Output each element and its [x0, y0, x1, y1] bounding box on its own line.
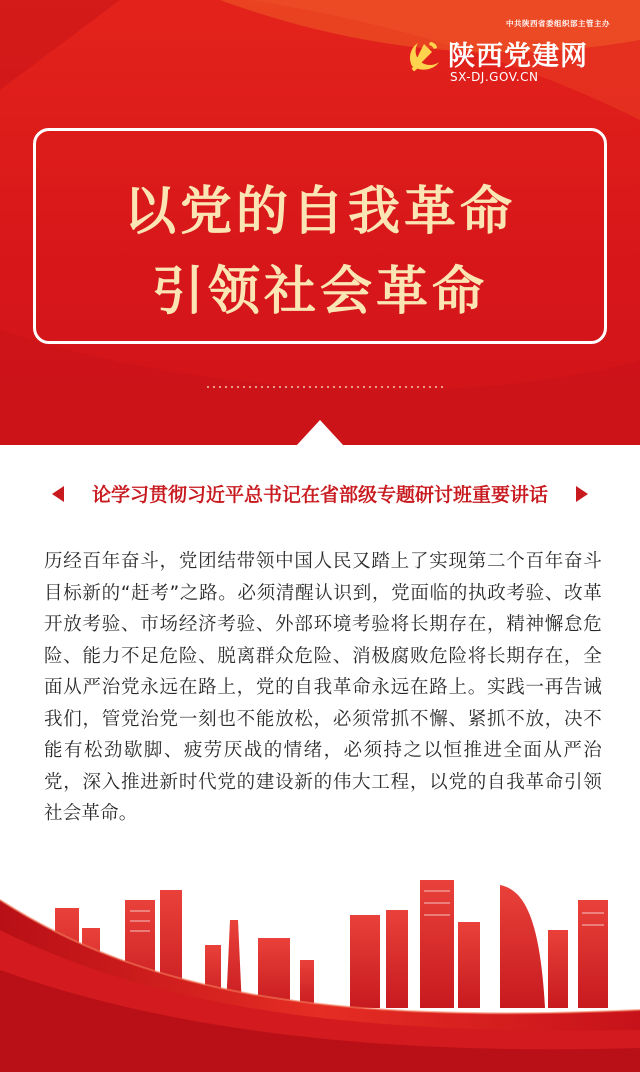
logo-subtitle: 中共陕西省委组织部主管主办: [506, 19, 610, 28]
party-emblem-icon: [404, 36, 444, 76]
title-frame: [33, 128, 607, 344]
title-line-1: 以党的自我革命: [123, 182, 516, 242]
site-logo[interactable]: [394, 18, 614, 98]
dotted-divider: [205, 386, 445, 388]
triangle-right-icon: [576, 486, 588, 502]
triangle-left-icon: [52, 486, 64, 502]
header-red-banner: [0, 0, 640, 445]
article-body: 历经百年奋斗，党团结带领中国人民又踏上了实现第二个百年奋斗目标新的“赶考”之路。必须清醒认识到，党面临的执政考验、改革开放考验、市场经济考验、外部环境考验将长期存在，精神懈怠危险、能力不足危险、脱离群众危险、消极腐败危险将长期存在，全面从严治党永远在路上，党的自我革命永远在路上。实践一再告诫我们，管党治党一刻也不能放松，必须常抓不懈、紧抓不放，决不能有松劲歇脚、疲劳厌战的情绪，必须持之以恒推进全面从严治党，深入推进新时代党的建设新的伟大工程，以党的自我革命引领社会革命。: [44, 551, 602, 824]
subtitle-row: [0, 480, 640, 512]
title-line-2: 引领社会革命: [151, 262, 488, 322]
logo-url: SX-DJ.GOV.CN: [450, 70, 539, 84]
pointer-notch: [296, 420, 344, 445]
subtitle: 论学习贯彻习近平总书记在省部级专题研讨班重要讲话: [91, 484, 548, 506]
logo-name: 陕西党建网: [448, 41, 588, 72]
city-skyline-decoration: [0, 860, 640, 1072]
